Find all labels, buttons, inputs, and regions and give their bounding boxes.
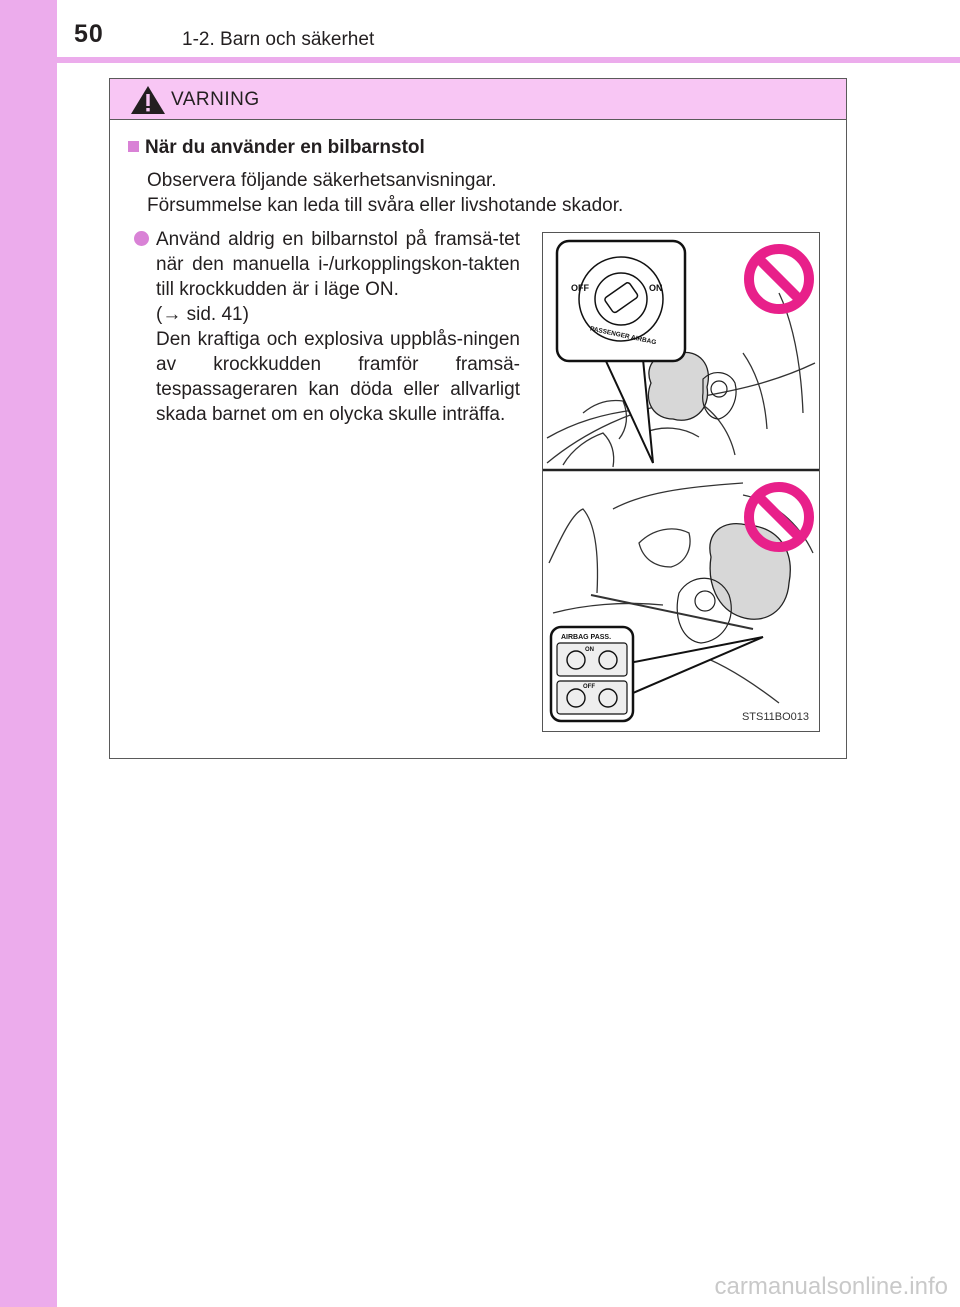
subsection-heading-text: När du använder en bilbarnstol: [145, 137, 425, 158]
header-rule: [57, 57, 960, 63]
deployed-airbag-bottom: [710, 524, 790, 620]
warning-box: [109, 78, 847, 759]
airbag-illustration-drawing: [543, 233, 819, 731]
bullet-paragraph: Den kraftiga och explosiva uppblås-ningen av krockkudden framför framsä-tespassageraren kan döda eller allvarligt skada barnet om en olycka skulle inträffa.: [156, 329, 520, 425]
switch-panel-title: AIRBAG PASS.: [561, 634, 612, 641]
switch-off-label: OFF: [571, 283, 589, 293]
page-number: 50: [74, 20, 104, 48]
page-reference: (→ sid. 41): [156, 304, 249, 325]
illustration-code: STS11BO013: [741, 711, 809, 723]
section-title: 1-2. Barn och säkerhet: [182, 29, 375, 50]
airbag-switch-callout-top: [557, 241, 685, 463]
bullet-paragraph: Använd aldrig en bilbarnstol på framsä-tet när den manuella i-/urkopplingskon-takten till krockkudden är i läge ON.: [156, 229, 520, 300]
subsection-heading: [128, 137, 425, 159]
watermark: carmanualsonline.info: [714, 1273, 948, 1300]
square-bullet-icon: [128, 141, 139, 152]
switch-on-label: ON: [649, 283, 663, 293]
deployed-airbag-top: [648, 352, 708, 420]
side-tab: [0, 0, 57, 1307]
round-bullet-icon: [134, 231, 149, 246]
prohibition-sign-icon: [749, 249, 809, 309]
warning-header: [110, 79, 846, 120]
passenger-airbag-ring-label: PASSENGER AIRBAG: [589, 325, 657, 347]
airbag-switch-callout-bottom: [551, 627, 763, 721]
switch-panel-on-label: ON: [585, 647, 594, 653]
warning-triangle-icon: [130, 85, 166, 115]
switch-panel-off-label: OFF: [583, 684, 595, 690]
intro-line: Försummelse kan leda till svåra eller livshotande skador.: [147, 195, 624, 216]
intro-line: Observera följande säkerhetsanvisningar.: [147, 170, 497, 191]
intro-text: [147, 168, 623, 218]
airbag-illustration: [542, 232, 820, 732]
bullet-item: [134, 227, 520, 427]
warning-label: VARNING: [171, 89, 260, 110]
